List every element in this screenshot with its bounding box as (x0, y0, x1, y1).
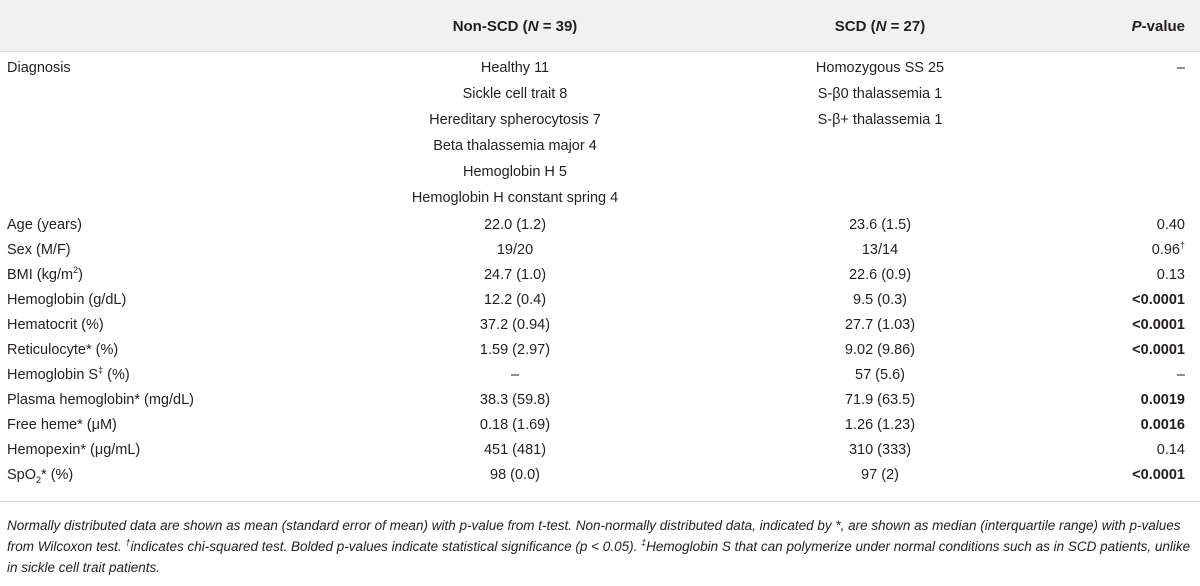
table-row (0, 413, 1200, 438)
row-label: BMI $(kg/m^2)$ (7, 265, 83, 283)
non-scd-value: 98 (0.0) (490, 467, 540, 483)
non-scd-value: 451 (481) (483, 442, 547, 458)
table-row (0, 213, 1200, 238)
scd-value: 23.6 (1.5) (848, 217, 912, 233)
scd-value: 27.7 (1.03) (844, 317, 916, 333)
row-label: Hemoglobin (g/dL) (7, 292, 127, 308)
diagnosis-scd-2: S-β0 thalassemia 1 (817, 86, 943, 102)
p-value: 0.40 (1156, 217, 1185, 233)
p-value: <0.0001 (1132, 342, 1185, 358)
table-row (0, 388, 1200, 413)
row-label: Age (years) (7, 217, 82, 233)
diagnosis-non-scd-6: Hemoglobin H constant spring 4 (411, 190, 619, 206)
scd-value: 22.6 (0.9) (848, 267, 912, 283)
row-label: Hematocrit (%) (7, 317, 104, 333)
table-header (0, 0, 1200, 52)
scd-value: 97 (2) (861, 467, 899, 483)
diagnosis-non-scd-4: Beta thalassemia major 4 (433, 138, 597, 154)
row-label: Sex (M/F) (7, 242, 71, 258)
non-scd-value: 37.2 (0.94) (479, 317, 551, 333)
table-row (0, 438, 1200, 463)
scd-value: 57 (5.6) (855, 367, 905, 383)
non-scd-value: 12.2 (0.4) (483, 292, 547, 308)
p-value: <0.0001 (1132, 467, 1185, 483)
diagnosis-non-scd-5: Hemoglobin H 5 (463, 164, 567, 180)
table-row (0, 288, 1200, 313)
diagnosis-scd-1: Homozygous SS 25 (815, 60, 945, 76)
table-row (0, 463, 1200, 502)
header-p-value: P-value (1131, 18, 1185, 35)
p-value: 0.0019 (1140, 392, 1185, 408)
table-row (0, 363, 1200, 388)
diagnosis-label: Diagnosis (7, 60, 71, 76)
diagnosis-non-scd-1: Healthy 11 (480, 60, 550, 76)
table-row (0, 263, 1200, 288)
row-label: Hemopexin* (μg/mL) (7, 442, 141, 458)
non-scd-value: 19/20 (496, 242, 534, 258)
table-row (0, 238, 1200, 263)
scd-value: 1.26 (1.23) (844, 417, 916, 433)
non-scd-value: 0.18 (1.69) (479, 417, 551, 433)
table-footnote: Normally distributed data are shown as mean (standard error of mean) with p-value from t-test. Non-normally distributed data, indicated by *, are shown as median (interquartile range) with p-values from Wilcoxon test. †indicates chi-squared test. Bolded p-values indicate statistical significance (p < 0.05). ‡Hemoglobin S that can polymerize under normal conditions such as in SCD patients, unlike in sickle cell trait patients. (7, 518, 1191, 575)
scd-value: 9.02 (9.86) (844, 342, 916, 358)
diagnosis-scd-3: S-β+ thalassemia 1 (817, 112, 943, 128)
p-value: <0.0001 (1132, 317, 1185, 333)
row-label: Free heme* (μM) (7, 417, 117, 433)
non-scd-value: 22.0 (1.2) (483, 217, 547, 233)
non-scd-value: 24.7 (1.0) (483, 267, 547, 283)
table-row (0, 313, 1200, 338)
header-non-scd: Non-SCD (N = 39) (452, 18, 578, 35)
diagnosis-p-value: – (1176, 60, 1185, 76)
p-value: 0.96† (1151, 240, 1185, 258)
scd-value: 13/14 (861, 242, 899, 258)
row-label: Reticulocyte* (%) (7, 342, 119, 358)
row-label: Hemoglobin S‡ (%) (7, 365, 130, 383)
scd-value: 9.5 (0.3) (853, 292, 907, 308)
row-label: Plasma hemoglobin* (mg/dL) (7, 392, 194, 408)
non-scd-value: 38.3 (59.8) (479, 392, 551, 408)
non-scd-value: – (510, 367, 520, 383)
p-value: 0.0016 (1140, 417, 1185, 433)
diagnosis-non-scd-2: Sickle cell trait 8 (462, 86, 568, 102)
p-value: 0.13 (1156, 267, 1185, 283)
non-scd-value: 1.59 (2.97) (479, 342, 551, 358)
p-value: <0.0001 (1132, 292, 1185, 308)
p-value: – (1176, 367, 1185, 383)
table-row (0, 338, 1200, 363)
p-value: 0.14 (1156, 442, 1185, 458)
scd-value: 71.9 (63.5) (844, 392, 916, 408)
header-scd: SCD (N = 27) (834, 18, 926, 35)
scd-value: 310 (333) (848, 442, 912, 458)
row-label: SpO$_2$* (%) (7, 467, 74, 485)
diagnosis-non-scd-3: Hereditary spherocytosis 7 (429, 112, 601, 128)
